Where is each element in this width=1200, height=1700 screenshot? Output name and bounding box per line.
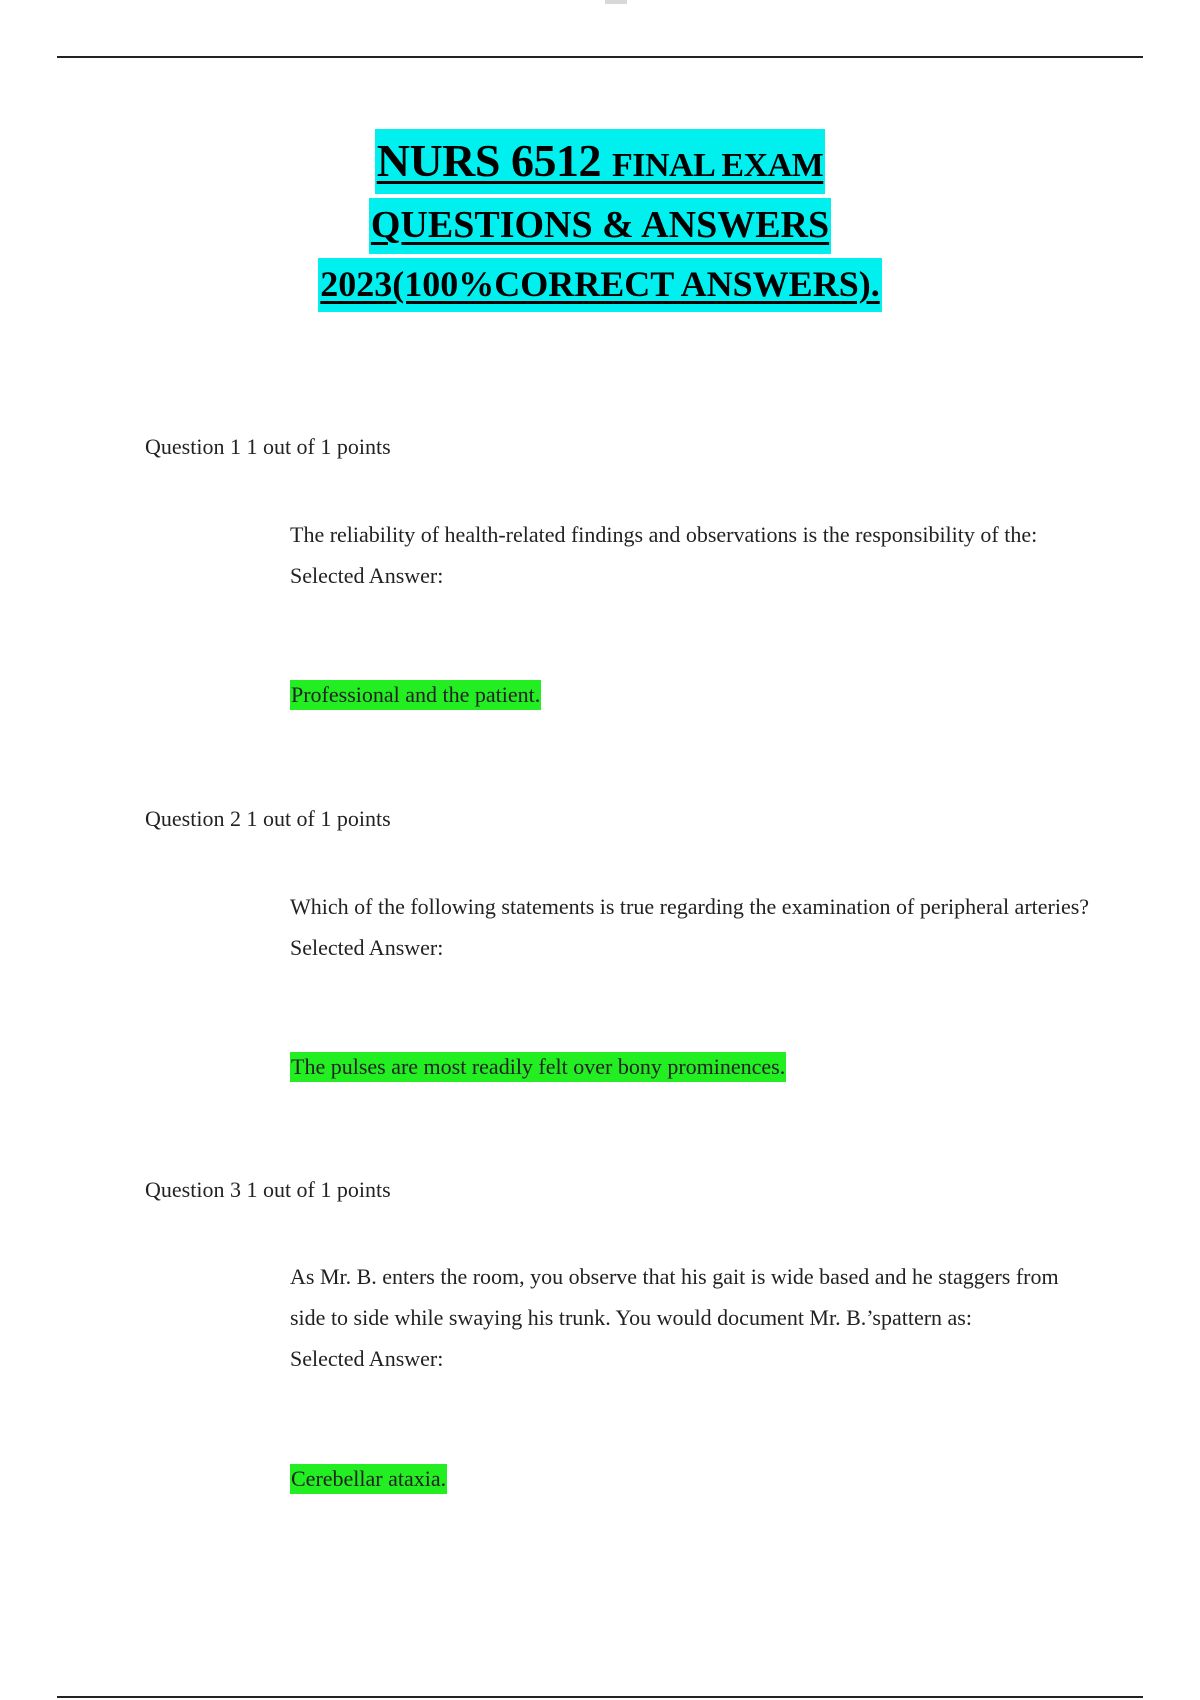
title-course-code: NURS 6512 bbox=[376, 135, 601, 186]
question-2-answer-text: The pulses are most readily felt over bony prominences. bbox=[290, 1052, 786, 1082]
document-title bbox=[0, 135, 1200, 304]
question-1-answer bbox=[290, 682, 541, 708]
question-3-text: As Mr. B. enters the room, you observe that his gait is wide based and he staggers from side to side while swaying his trunk. You would document Mr. B.’spattern as: bbox=[290, 1264, 1059, 1330]
question-3-body bbox=[290, 1256, 1090, 1379]
question-1-text: The reliability of health-related findings and observations is the responsibility of the: bbox=[290, 522, 1038, 547]
footer-rule bbox=[57, 1696, 1143, 1698]
question-3-selected-label: Selected Answer: bbox=[290, 1346, 444, 1371]
question-3-answer bbox=[290, 1466, 447, 1492]
question-2-answer bbox=[290, 1054, 786, 1080]
question-3-header: Question 3 1 out of 1 points bbox=[145, 1177, 391, 1202]
header-rule bbox=[57, 56, 1143, 58]
question-1-selected-label: Selected Answer: bbox=[290, 563, 444, 588]
question-1-body bbox=[290, 514, 1090, 596]
question-3-answer-text: Cerebellar ataxia. bbox=[290, 1464, 447, 1494]
title-line-2: QUESTIONS & ANSWERS bbox=[0, 206, 1200, 244]
question-1-header: Question 1 1 out of 1 points bbox=[145, 434, 391, 459]
question-2-text: Which of the following statements is true regarding the examination of peripheral arteries? bbox=[290, 894, 1090, 919]
question-2-body bbox=[290, 886, 1090, 968]
title-exam-label: FINAL EXAM bbox=[611, 147, 824, 184]
question-1-answer-text: Professional and the patient. bbox=[290, 680, 541, 710]
question-2-selected-label: Selected Answer: bbox=[290, 935, 444, 960]
page-top-mark bbox=[605, 0, 627, 4]
title-line-1 bbox=[0, 135, 1200, 186]
title-line-3: 2023(100%CORRECT ANSWERS). bbox=[0, 266, 1200, 302]
question-2-header: Question 2 1 out of 1 points bbox=[145, 806, 391, 831]
